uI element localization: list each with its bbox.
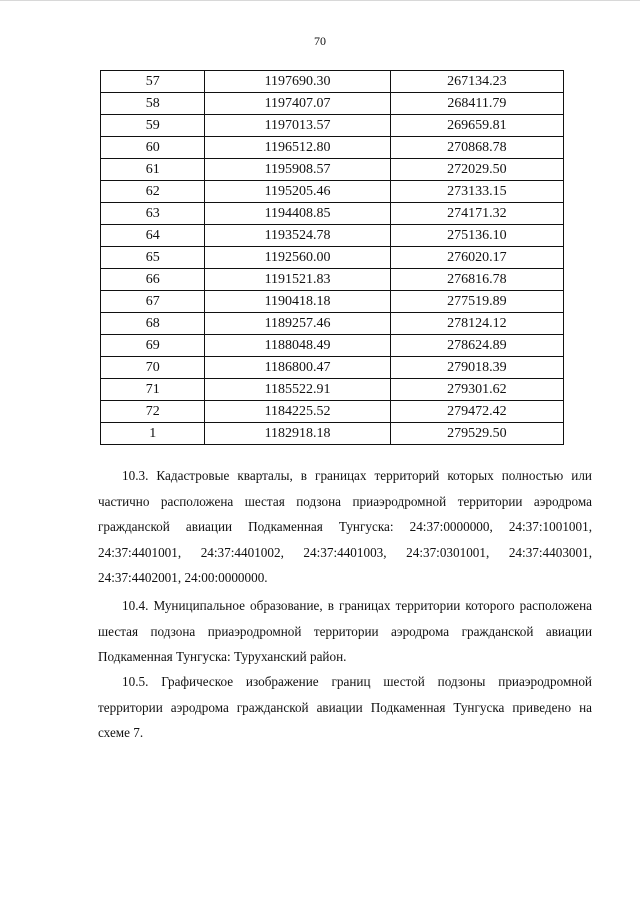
table-row bbox=[101, 313, 564, 335]
x-coordinate-cell: 1185522.91 bbox=[205, 379, 390, 401]
paragraph-graphic-image bbox=[98, 669, 592, 746]
x-coordinate-cell: 1192560.00 bbox=[205, 247, 390, 269]
point-number-cell: 70 bbox=[101, 357, 205, 379]
x-coordinate-cell: 1191521.83 bbox=[205, 269, 390, 291]
point-number-cell: 71 bbox=[101, 379, 205, 401]
x-coordinate-cell: 1197013.57 bbox=[205, 115, 390, 137]
x-coordinate-cell: 1182918.18 bbox=[205, 423, 390, 445]
point-number-cell: 63 bbox=[101, 203, 205, 225]
table-row bbox=[101, 93, 564, 115]
table-row bbox=[101, 291, 564, 313]
table-row bbox=[101, 269, 564, 291]
paragraph-text: 10.5. Графическое изображение границ шестой подзоны приаэродромной территории аэродрома гражданской авиации Подкаменная Тунгуска приведено на схеме 7. bbox=[98, 674, 592, 740]
y-coordinate-cell: 275136.10 bbox=[390, 225, 563, 247]
y-coordinate-cell: 273133.15 bbox=[390, 181, 563, 203]
x-coordinate-cell: 1189257.46 bbox=[205, 313, 390, 335]
x-coordinate-cell: 1196512.80 bbox=[205, 137, 390, 159]
table-row bbox=[101, 159, 564, 181]
point-number-cell: 66 bbox=[101, 269, 205, 291]
paragraph-text: 10.4. Муниципальное образование, в границах территории которого расположена шестая подзона приаэродромной территории аэродрома гражданской авиации Подкаменная Тунгуска: Туруханский район. bbox=[98, 598, 592, 664]
paragraph-cadastral-quarters bbox=[98, 463, 592, 591]
point-number-cell: 59 bbox=[101, 115, 205, 137]
point-number-cell: 60 bbox=[101, 137, 205, 159]
y-coordinate-cell: 270868.78 bbox=[390, 137, 563, 159]
table-row bbox=[101, 335, 564, 357]
x-coordinate-cell: 1186800.47 bbox=[205, 357, 390, 379]
page-top-edge bbox=[0, 0, 640, 1]
y-coordinate-cell: 276020.17 bbox=[390, 247, 563, 269]
x-coordinate-cell: 1184225.52 bbox=[205, 401, 390, 423]
y-coordinate-cell: 277519.89 bbox=[390, 291, 563, 313]
table-row bbox=[101, 137, 564, 159]
y-coordinate-cell: 274171.32 bbox=[390, 203, 563, 225]
x-coordinate-cell: 1195205.46 bbox=[205, 181, 390, 203]
y-coordinate-cell: 272029.50 bbox=[390, 159, 563, 181]
table-row bbox=[101, 247, 564, 269]
coordinates-table bbox=[100, 70, 564, 445]
point-number-cell: 68 bbox=[101, 313, 205, 335]
point-number-cell: 72 bbox=[101, 401, 205, 423]
table-row bbox=[101, 423, 564, 445]
y-coordinate-cell: 269659.81 bbox=[390, 115, 563, 137]
point-number-cell: 65 bbox=[101, 247, 205, 269]
point-number-cell: 69 bbox=[101, 335, 205, 357]
table-row bbox=[101, 71, 564, 93]
x-coordinate-cell: 1197690.30 bbox=[205, 71, 390, 93]
point-number-cell: 64 bbox=[101, 225, 205, 247]
y-coordinate-cell: 279301.62 bbox=[390, 379, 563, 401]
y-coordinate-cell: 268411.79 bbox=[390, 93, 563, 115]
y-coordinate-cell: 279472.42 bbox=[390, 401, 563, 423]
y-coordinate-cell: 279018.39 bbox=[390, 357, 563, 379]
paragraph-text: 10.3. Кадастровые кварталы, в границах территорий которых полностью или частично расположена шестая подзона приаэродромной территории аэродрома гражданской авиации Подкаменная Тунгуска: 24:37:0000000, 24:37:1001001, 24:37:4401001, 24:37:4401002, 24:37:4401003, 24:37:0301001, 24:37:4403001, 24:37:4402001, 24:00:0000000. bbox=[98, 468, 592, 585]
y-coordinate-cell: 267134.23 bbox=[390, 71, 563, 93]
table-row bbox=[101, 379, 564, 401]
page-number: 70 bbox=[314, 34, 326, 48]
x-coordinate-cell: 1188048.49 bbox=[205, 335, 390, 357]
point-number-cell: 57 bbox=[101, 71, 205, 93]
table-row bbox=[101, 181, 564, 203]
x-coordinate-cell: 1193524.78 bbox=[205, 225, 390, 247]
point-number-cell: 61 bbox=[101, 159, 205, 181]
y-coordinate-cell: 276816.78 bbox=[390, 269, 563, 291]
y-coordinate-cell: 278624.89 bbox=[390, 335, 563, 357]
point-number-cell: 62 bbox=[101, 181, 205, 203]
x-coordinate-cell: 1190418.18 bbox=[205, 291, 390, 313]
table-row bbox=[101, 203, 564, 225]
point-number-cell: 58 bbox=[101, 93, 205, 115]
paragraph-municipality bbox=[98, 593, 592, 670]
table-row bbox=[101, 357, 564, 379]
y-coordinate-cell: 279529.50 bbox=[390, 423, 563, 445]
point-number-cell: 1 bbox=[101, 423, 205, 445]
y-coordinate-cell: 278124.12 bbox=[390, 313, 563, 335]
table-row bbox=[101, 225, 564, 247]
x-coordinate-cell: 1197407.07 bbox=[205, 93, 390, 115]
table-row bbox=[101, 115, 564, 137]
x-coordinate-cell: 1195908.57 bbox=[205, 159, 390, 181]
x-coordinate-cell: 1194408.85 bbox=[205, 203, 390, 225]
table-row bbox=[101, 401, 564, 423]
coordinates-table-body bbox=[101, 71, 564, 445]
point-number-cell: 67 bbox=[101, 291, 205, 313]
